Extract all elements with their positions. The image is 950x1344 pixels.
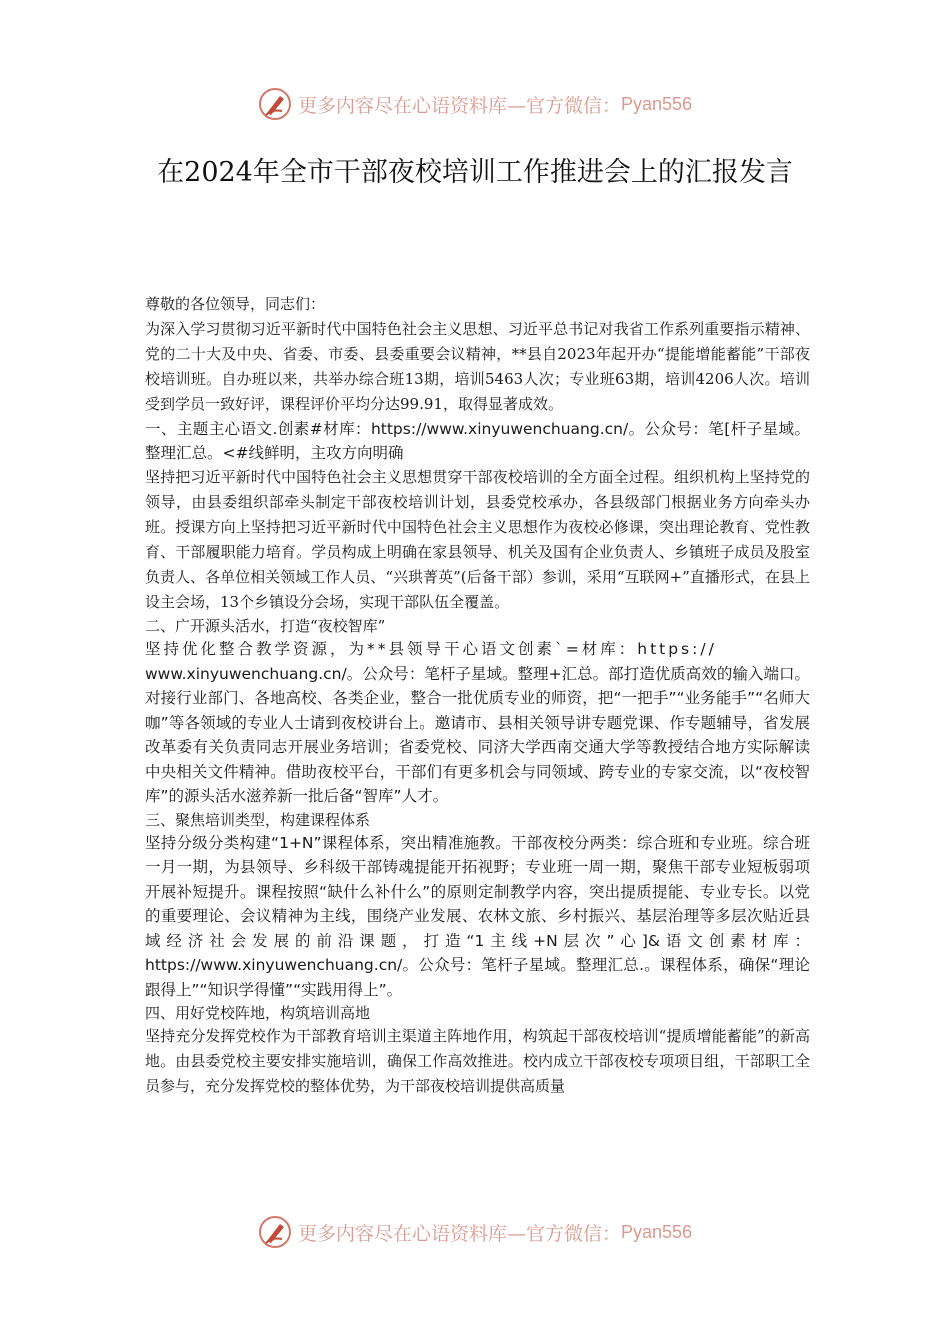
document-body — [145, 292, 810, 1099]
footer-banner — [0, 1212, 950, 1252]
banner-contact: Pyan556 — [620, 1221, 693, 1242]
salutation: 尊敬的各位领导，同志们： — [145, 295, 326, 313]
section-1-heading: 一、主题主心语文.创素#材库：https://www.xinyuwenchuang.cn/。公众号：笔[杆子星域。整理汇总。<#线鲜明，主攻方向明确 — [145, 420, 810, 462]
section-3-heading: 三、聚焦培训类型，构建课程体系 — [145, 810, 371, 829]
section-4-body: 坚持充分发挥党校作为干部教育培训主渠道主阵地作用，构筑起干部夜校培训“提质增能蓄能”的新高地。由县委党校主要安排实施培训，确保工作高效推进。校内成立干部夜校专项项目组，干部职工全员参与，充分发挥党校的整体优势，为干部夜校培训提供高质量 — [145, 1027, 810, 1095]
banner-text: 更多内容尽在心语资料库—官方微信： — [297, 94, 621, 117]
intro-paragraph: 为深入学习贯彻习近平新时代中国特色社会主义思想、习近平总书记对我省工作系列重要指示精神、党的二十大及中央、省委、市委、县委重要会议精神，**县自2023年起开办“提能增能蓄能”干部夜校培训班。自办班以来，共举办综合班13期，培训5463人次；专业班63期，培训4206人次。培训受到学员一致好评，课程评价平均分达99.91，取得显著成效。 — [145, 320, 810, 413]
section-2-heading: 二、广开源头活水，打造“夜校智库” — [145, 617, 386, 635]
section-2-body-lead: 坚持优化整合教学资源，为**县领导干心语文创素`=材库：https:// — [145, 640, 717, 658]
section-4-heading: 四、用好党校阵地，构筑培训高地 — [145, 1004, 371, 1022]
banner-text: 更多内容尽在心语资料库—官方微信： — [297, 1222, 621, 1245]
pen-nib-logo-icon — [258, 87, 292, 121]
header-banner — [0, 84, 950, 124]
document-title: 在2024年全市干部夜校培训工作推进会上的汇报发言 — [157, 157, 793, 188]
section-1-body: 坚持把习近平新时代中国特色社会主义思想贯穿干部夜校培训的全方面全过程。组织机构上坚持党的领导，由县委组织部牵头制定干部夜校培训计划，县委党校承办，各县级部门根据业务方向牵头办班。授课方向上坚持把习近平新时代中国特色社会主义思想作为夜校必修课，突出理论教育、党性教育、干部履职能力培育。学员构成上明确在家县领导、机关及国有企业负责人、乡镇班子成员及股室负责人、各单位相关领域工作人员、“兴珙菁英”(后备干部）参训，采用“互联网+”直播形式，在县上设主会场，13个乡镇设分会场，实现干部队伍全覆盖。 — [145, 468, 810, 611]
banner-contact: Pyan556 — [620, 93, 693, 114]
section-2-body: www.xinyuwenchuang.cn/。公众号：笔杆子星域。整理+汇总。部打造优质高效的输入端口。对接行业部门、各地高校、各类企业，整合一批优质专业的师资，把“一把手”“业务能手”“名师大咖”等各领域的专业人士请到夜校讲台上。邀请市、县相关领导讲专题党课、作专题辅导，省发展改革委有关负责同志开展业务培训；省委党校、同济大学西南交通大学等教授结合地方实际解读中央相关文件精神。借助夜校平台，干部们有更多机会与同领域、跨专业的专家交流，以“夜校智库”的源头活水滋养新一批后备“智库”人才。 — [145, 664, 810, 805]
section-3-body: 坚持分级分类构建“1+N”课程体系，突出精准施教。干部夜校分两类：综合班和专业班。综合班一月一期，为县领导、乡科级干部铸魂提能开拓视野；专业班一周一期，聚焦干部专业短板弱项开展补短提升。课程按照“缺什么补什么”的原则定制教学内容，突出提质提能、专业专长。以党的重要理论、会议精神为主线，围绕产业发展、农林文旅、乡村振兴、基层治理等多层次贴近县域经济社会发展的前沿课题，打造“1主线+N层次”心]&语文创素材库：https://www.xinyuwenchuang.cn/。公众号：笔杆子星域。整理汇总.。课程体系，确保“理论跟得上”“知识学得懂”“实践用得上”。 — [145, 833, 810, 999]
pen-nib-logo-icon — [258, 1215, 292, 1249]
